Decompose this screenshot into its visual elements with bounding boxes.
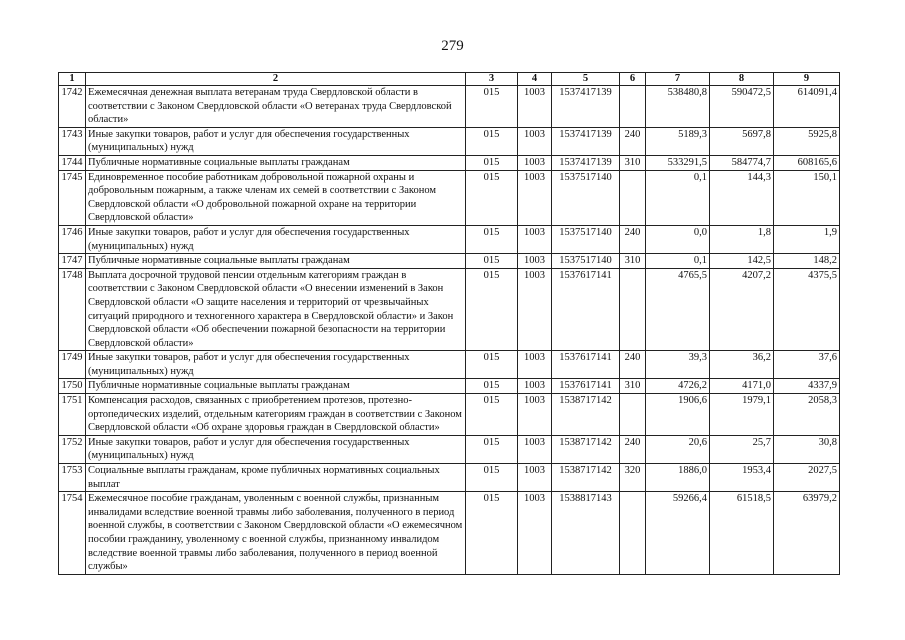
description-cell: Иные закупки товаров, работ и услуг для обеспечения государственных (муниципальных) нужд — [86, 351, 466, 379]
description-cell: Публичные нормативные социальные выплаты гражданам — [86, 379, 466, 394]
header-cell: 3 — [466, 73, 518, 86]
row-number-cell: 1754 — [59, 492, 86, 575]
expense-type-cell: 310 — [620, 379, 646, 394]
amount-year3-cell: 37,6 — [774, 351, 840, 379]
admin-code-cell: 015 — [466, 127, 518, 155]
table-row — [59, 155, 840, 170]
expense-type-cell: 240 — [620, 225, 646, 253]
admin-code-cell: 015 — [466, 492, 518, 575]
row-number-cell: 1744 — [59, 155, 86, 170]
expense-type-cell: 310 — [620, 155, 646, 170]
amount-year1-cell: 5189,3 — [646, 127, 710, 155]
budget-table — [58, 72, 840, 575]
header-cell: 6 — [620, 73, 646, 86]
amount-year1-cell: 538480,8 — [646, 86, 710, 128]
section-code-cell: 1003 — [518, 351, 552, 379]
header-cell: 7 — [646, 73, 710, 86]
amount-year3-cell: 5925,8 — [774, 127, 840, 155]
amount-year2-cell: 25,7 — [710, 435, 774, 463]
target-item-cell: 1538717142 — [552, 464, 620, 492]
target-item-cell: 1537417139 — [552, 127, 620, 155]
expense-type-cell: 320 — [620, 464, 646, 492]
amount-year3-cell: 614091,4 — [774, 86, 840, 128]
table-row — [59, 379, 840, 394]
target-item-cell: 1537617141 — [552, 268, 620, 351]
admin-code-cell: 015 — [466, 254, 518, 269]
admin-code-cell: 015 — [466, 464, 518, 492]
amount-year2-cell: 61518,5 — [710, 492, 774, 575]
amount-year3-cell: 150,1 — [774, 170, 840, 225]
amount-year3-cell: 148,2 — [774, 254, 840, 269]
amount-year1-cell: 39,3 — [646, 351, 710, 379]
amount-year2-cell: 144,3 — [710, 170, 774, 225]
amount-year1-cell: 59266,4 — [646, 492, 710, 575]
target-item-cell: 1537417139 — [552, 155, 620, 170]
target-item-cell: 1538717142 — [552, 394, 620, 436]
row-number-cell: 1745 — [59, 170, 86, 225]
amount-year3-cell: 608165,6 — [774, 155, 840, 170]
amount-year3-cell: 2027,5 — [774, 464, 840, 492]
table-row — [59, 225, 840, 253]
header-cell: 2 — [86, 73, 466, 86]
amount-year2-cell: 142,5 — [710, 254, 774, 269]
table-row — [59, 394, 840, 436]
amount-year3-cell: 63979,2 — [774, 492, 840, 575]
section-code-cell: 1003 — [518, 86, 552, 128]
section-code-cell: 1003 — [518, 464, 552, 492]
target-item-cell: 1538717142 — [552, 435, 620, 463]
table-row — [59, 492, 840, 575]
description-cell: Иные закупки товаров, работ и услуг для обеспечения государственных (муниципальных) нужд — [86, 435, 466, 463]
table-row — [59, 127, 840, 155]
admin-code-cell: 015 — [466, 155, 518, 170]
amount-year1-cell: 0,1 — [646, 170, 710, 225]
header-cell: 8 — [710, 73, 774, 86]
description-cell: Единовременное пособие работникам добровольной пожарной охраны и добровольным пожарным, а также членам их семей в соответствии с Законом Свердловской области «О добровольной пожарной охране на территории Свердловской области» — [86, 170, 466, 225]
description-cell: Социальные выплаты гражданам, кроме публичных нормативных социальных выплат — [86, 464, 466, 492]
amount-year2-cell: 590472,5 — [710, 86, 774, 128]
expense-type-cell — [620, 86, 646, 128]
amount-year1-cell: 4726,2 — [646, 379, 710, 394]
section-code-cell: 1003 — [518, 170, 552, 225]
amount-year3-cell: 30,8 — [774, 435, 840, 463]
target-item-cell: 1537617141 — [552, 379, 620, 394]
description-cell: Публичные нормативные социальные выплаты гражданам — [86, 254, 466, 269]
table-row — [59, 268, 840, 351]
amount-year1-cell: 4765,5 — [646, 268, 710, 351]
header-cell: 4 — [518, 73, 552, 86]
expense-type-cell — [620, 268, 646, 351]
section-code-cell: 1003 — [518, 127, 552, 155]
admin-code-cell: 015 — [466, 268, 518, 351]
admin-code-cell: 015 — [466, 379, 518, 394]
description-cell: Компенсация расходов, связанных с приобретением протезов, протезно-ортопедических изделий, отдельным категориям граждан в соответствии с Законом Свердловской области «Об охране здоровья граждан в Свердловской области» — [86, 394, 466, 436]
header-cell: 5 — [552, 73, 620, 86]
row-number-cell: 1747 — [59, 254, 86, 269]
amount-year1-cell: 0,0 — [646, 225, 710, 253]
amount-year2-cell: 1,8 — [710, 225, 774, 253]
admin-code-cell: 015 — [466, 351, 518, 379]
amount-year3-cell: 4375,5 — [774, 268, 840, 351]
target-item-cell: 1538817143 — [552, 492, 620, 575]
row-number-cell: 1748 — [59, 268, 86, 351]
header-cell: 9 — [774, 73, 840, 86]
amount-year1-cell: 533291,5 — [646, 155, 710, 170]
description-cell: Выплата досрочной трудовой пенсии отдельным категориям граждан в соответствии с Законом Свердловской области «О внесении изменений в Закон Свердловской области «О защите населения и территорий от чрезвычайных ситуаций природного и техногенного характера в Свердловской области» и Закон Свердловской области «Об обеспечении пожарной безопасности на территории Свердловской области» — [86, 268, 466, 351]
table-row — [59, 254, 840, 269]
amount-year3-cell: 1,9 — [774, 225, 840, 253]
row-number-cell: 1749 — [59, 351, 86, 379]
amount-year3-cell: 2058,3 — [774, 394, 840, 436]
admin-code-cell: 015 — [466, 435, 518, 463]
row-number-cell: 1746 — [59, 225, 86, 253]
table-row — [59, 351, 840, 379]
expense-type-cell: 240 — [620, 435, 646, 463]
target-item-cell: 1537617141 — [552, 351, 620, 379]
section-code-cell: 1003 — [518, 254, 552, 269]
header-cell: 1 — [59, 73, 86, 86]
description-cell: Иные закупки товаров, работ и услуг для обеспечения государственных (муниципальных) нужд — [86, 225, 466, 253]
admin-code-cell: 015 — [466, 86, 518, 128]
expense-type-cell — [620, 394, 646, 436]
expense-type-cell: 240 — [620, 127, 646, 155]
page-number: 279 — [441, 38, 464, 54]
target-item-cell: 1537517140 — [552, 170, 620, 225]
target-item-cell: 1537517140 — [552, 225, 620, 253]
row-number-cell: 1752 — [59, 435, 86, 463]
table-row — [59, 435, 840, 463]
row-number-cell: 1742 — [59, 86, 86, 128]
section-code-cell: 1003 — [518, 268, 552, 351]
section-code-cell: 1003 — [518, 379, 552, 394]
amount-year1-cell: 20,6 — [646, 435, 710, 463]
amount-year1-cell: 0,1 — [646, 254, 710, 269]
amount-year2-cell: 1979,1 — [710, 394, 774, 436]
amount-year3-cell: 4337,9 — [774, 379, 840, 394]
row-number-cell: 1743 — [59, 127, 86, 155]
section-code-cell: 1003 — [518, 225, 552, 253]
description-cell: Иные закупки товаров, работ и услуг для обеспечения государственных (муниципальных) нужд — [86, 127, 466, 155]
row-number-cell: 1753 — [59, 464, 86, 492]
amount-year2-cell: 4171,0 — [710, 379, 774, 394]
amount-year1-cell: 1906,6 — [646, 394, 710, 436]
amount-year2-cell: 1953,4 — [710, 464, 774, 492]
header-row — [59, 73, 840, 86]
admin-code-cell: 015 — [466, 225, 518, 253]
expense-type-cell: 310 — [620, 254, 646, 269]
table-row — [59, 464, 840, 492]
description-cell: Публичные нормативные социальные выплаты гражданам — [86, 155, 466, 170]
row-number-cell: 1750 — [59, 379, 86, 394]
expense-type-cell — [620, 492, 646, 575]
target-item-cell: 1537517140 — [552, 254, 620, 269]
section-code-cell: 1003 — [518, 394, 552, 436]
description-cell: Ежемесячная денежная выплата ветеранам труда Свердловской области в соответствии с Законом Свердловской области «О ветеранах труда Свердловской области» — [86, 86, 466, 128]
admin-code-cell: 015 — [466, 170, 518, 225]
table-row — [59, 86, 840, 128]
amount-year2-cell: 5697,8 — [710, 127, 774, 155]
table-row — [59, 170, 840, 225]
section-code-cell: 1003 — [518, 492, 552, 575]
amount-year2-cell: 36,2 — [710, 351, 774, 379]
expense-type-cell — [620, 170, 646, 225]
amount-year2-cell: 4207,2 — [710, 268, 774, 351]
section-code-cell: 1003 — [518, 155, 552, 170]
amount-year2-cell: 584774,7 — [710, 155, 774, 170]
admin-code-cell: 015 — [466, 394, 518, 436]
section-code-cell: 1003 — [518, 435, 552, 463]
target-item-cell: 1537417139 — [552, 86, 620, 128]
description-cell: Ежемесячное пособие гражданам, уволенным с военной службы, признанным инвалидами вследствие военной травмы либо заболевания, полученного в период военной службы, в соответствии с Законом Свердловской области «О ежемесячном пособии гражданину, уволенному с военной службы, признанному инвалидом вследствие военной травмы либо заболевания, полученного в период военной службы» — [86, 492, 466, 575]
expense-type-cell: 240 — [620, 351, 646, 379]
row-number-cell: 1751 — [59, 394, 86, 436]
amount-year1-cell: 1886,0 — [646, 464, 710, 492]
